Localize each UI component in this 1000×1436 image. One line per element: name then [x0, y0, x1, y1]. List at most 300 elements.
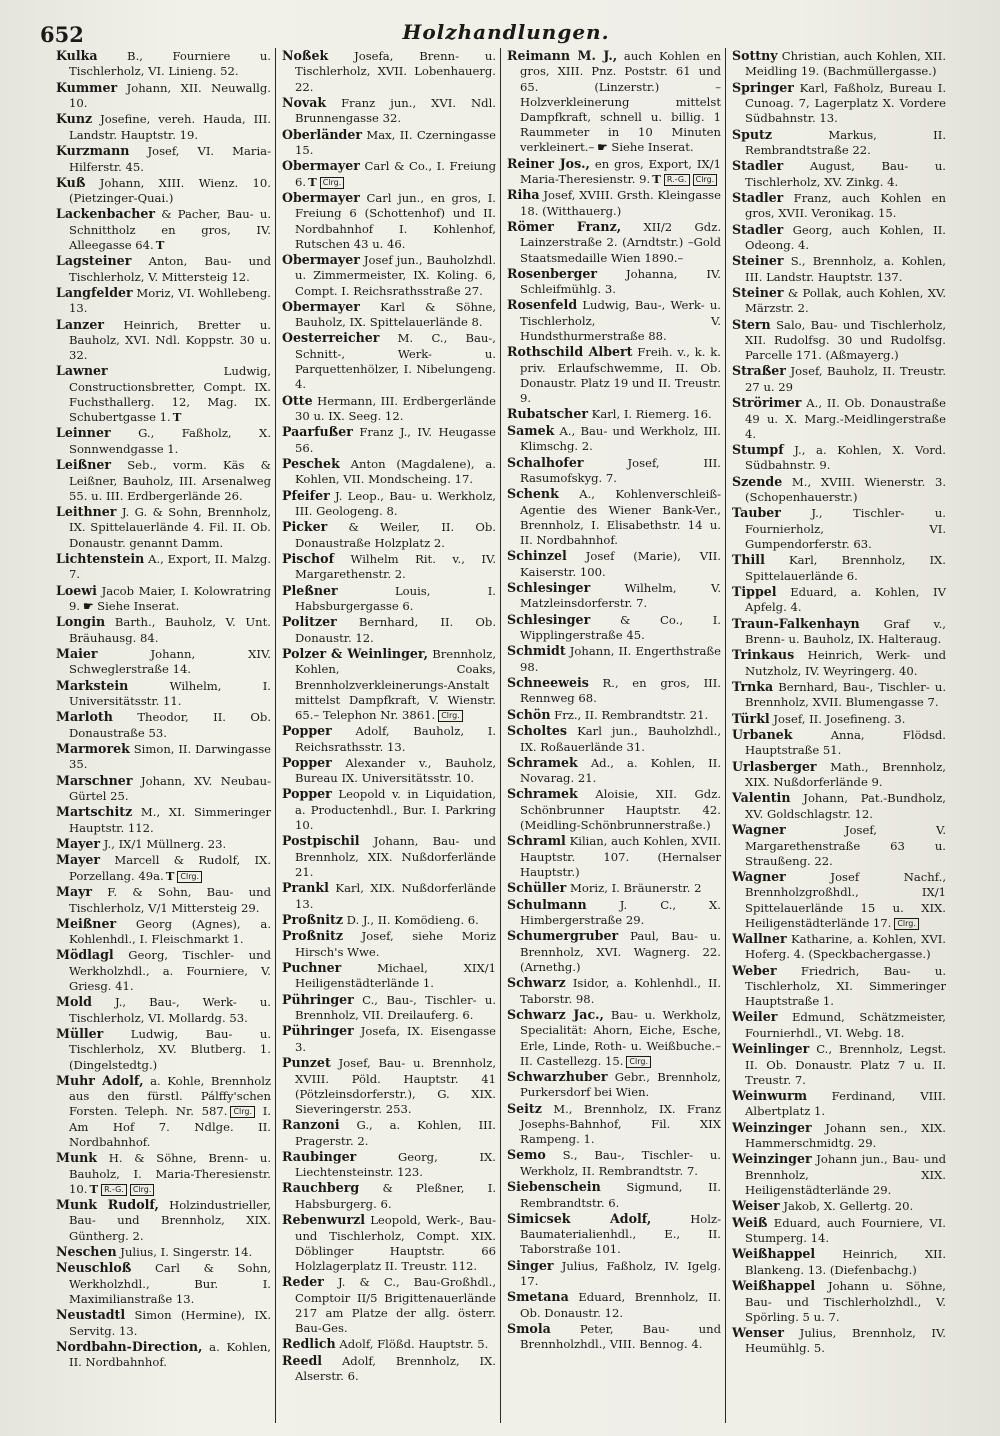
directory-entry [282, 1055, 496, 1117]
entry-details: Friedrich, Bau- u. Tischlerholz, XI. Simmeringer Hauptstraße 1. [745, 963, 947, 1009]
directory-entry [56, 947, 271, 994]
entry-name: Kunz [56, 111, 93, 127]
column-3 [500, 48, 725, 1423]
entry-name: Puchner [282, 960, 342, 975]
entry-details: M., Brennholz, IX. Franz Josephs-Bahnhof, Fil. XIX Rampeng. 1. [520, 1101, 721, 1147]
entry-details: Bernhard, II. Ob. Donaustr. 12. [295, 615, 497, 645]
entry-details: Alexander v., Bauholz, Bureau IX. Universitätsstr. 10. [295, 755, 497, 786]
entry-name: Peschek [282, 455, 340, 471]
directory-entry [56, 175, 271, 207]
entry-details: Ludwig, Bau-, Werk- u. Tischlerholz, V. Hundsthurmerstraße 88. [520, 298, 721, 344]
directory-entry [732, 616, 946, 648]
entry-name: Weiler [732, 1009, 778, 1025]
entry-details: Carl & Co., I. Freiung 6. [295, 159, 497, 189]
entry-name: Picker [282, 519, 328, 535]
entry-details: Moriz, VI. Wohllebeng. 13. [69, 285, 271, 316]
entry-name: Steiner [732, 284, 784, 300]
entry-details: Josef (Marie), VII. Kaiserstr. 100. [520, 549, 721, 579]
directory-entry [56, 884, 271, 916]
entry-name: Lichtenstein [56, 550, 145, 566]
entry-details: G., a. Kohlen, III. Pragerstr. 2. [295, 1118, 496, 1148]
entry-details: Josef, II. Josefineng. 3. [773, 711, 906, 726]
directory-entry [56, 1339, 271, 1371]
directory-entry [732, 285, 946, 317]
entry-details: Franz, auch Kohlen en gros, XVII. Veronikag. 15. [745, 190, 946, 221]
entry-name: Szende [732, 473, 783, 489]
entry-details: Heinrich, XII. Blankeng. 13. (Diefenbachg.) [745, 1247, 947, 1277]
directory-entry [507, 1321, 721, 1353]
directory-entry [56, 1260, 271, 1307]
entry-details: Freih. v., k. k. priv. Erlaufschwemme, II. Ob. Donaustr. Platz 19 und II. Treustr. 9. [520, 345, 721, 406]
entry-details: Johann, XIII. Wienz. 10. (Pietzinger-Quai.) [69, 175, 271, 206]
entry-name: Punzet [282, 1055, 331, 1071]
entry-name: Oberländer [282, 126, 362, 142]
entry-name: Politzer [282, 614, 337, 630]
directory-entry [56, 1197, 271, 1244]
entry-details: a. Kohle, Brennholz aus den fürstl. Pálffy'schen Forsten. Teleph. Nr. 587. [69, 1073, 272, 1119]
directory-entry [507, 612, 721, 644]
entry-details: A., Export, II. Malzg. 7. [69, 551, 272, 582]
entry-name: Simicsek Adolf, [507, 1210, 652, 1226]
entry-details: Moriz, I. Bräunerstr. 2 [569, 881, 702, 896]
entry-name: Kuß [56, 174, 86, 190]
directory-columns [50, 48, 980, 1423]
entry-details: a. Kohlen, II. Nordbahnhof. [69, 1339, 271, 1370]
entry-details: R., en gros, III. Rennweg 68. [520, 675, 721, 706]
entry-details: Heinrich, Bretter u. Bauholz, XVI. Ndl. Koppstr. 30 u. 32. [69, 317, 271, 363]
directory-entry [56, 1073, 271, 1150]
entry-details: Julius, Faßholz, IV. Igelg. 17. [520, 1258, 722, 1289]
directory-entry [282, 1353, 496, 1385]
entry-details: C., Bau-, Tischler- u. Brennholz, VII. Dreilauferg. 6. [295, 992, 497, 1023]
telephone-icon: T [172, 410, 182, 425]
entry-details: Wilhelm, V. Matzleinsdorferstr. 7. [520, 580, 722, 611]
entry-name: Popper [282, 754, 332, 770]
entry-name: Munk [56, 1150, 97, 1166]
entry-details: Carl & Sohn, Werkholzhdl., Bur. I. Maximilianstraße 13. [69, 1261, 272, 1306]
entry-details: Holzindustrieller, Bau- und Brennholz, XIX. Güntherg. 2. [69, 1197, 271, 1243]
entry-details: Louis, I. Habsburgergasse 6. [295, 583, 496, 614]
entry-name: Schraml [507, 833, 566, 849]
entry-details: Johann, Bau- und Brennholz, XIX. Nußdorferlände 21. [295, 834, 497, 879]
entry-details: Eduard, auch Fourniere, VI. Stumperg. 14. [745, 1215, 946, 1246]
column-4 [725, 48, 950, 1423]
entry-details: Aloisie, XII. Gdz. Schönbrunner Hauptstr. 42. (Meidling-Schönbrunnerstraße.) [520, 787, 722, 833]
directory-entry [732, 1041, 946, 1088]
directory-entry [282, 614, 496, 646]
directory-entry [732, 48, 946, 80]
directory-entry [282, 755, 496, 787]
entry-details: Katharine, a. Kohlen, XVI. Hoferg. 4. (Speckbachergasse.) [745, 931, 946, 962]
directory-entry [507, 755, 721, 787]
entry-details: Adolf, Bauholz, I. Reichsrathsstr. 13. [295, 724, 497, 754]
entry-name: Weiser [732, 1198, 780, 1214]
entry-name: Lanzer [56, 316, 104, 332]
directory-entry [282, 1149, 496, 1181]
entry-details: Adolf, Brennholz, IX. Alserstr. 6. [295, 1353, 496, 1384]
entry-details: Josef, XVIII. Grsth. Kleingasse 18. (Witthauerg.) [520, 188, 721, 218]
entry-name: Wallner [732, 930, 787, 946]
entry-name: Schinzel [507, 548, 567, 564]
directory-entry [507, 219, 721, 266]
entry-name: Kummer [56, 79, 118, 95]
directory-entry [282, 190, 496, 252]
entry-details: Paul, Bau- u. Brennholz, XVI. Wagnerg. 22. (Arnethg.) [520, 929, 721, 974]
page-header [40, 16, 972, 50]
entry-name: Ranzoni [282, 1117, 340, 1133]
entry-name: Riha [507, 187, 540, 203]
entry-name: Reiner Jos., [507, 155, 590, 171]
entry-name: Tauber [732, 505, 781, 521]
entry-name: Popper [282, 786, 332, 802]
entry-details: Adolf, Flößd. Hauptstr. 5. [339, 1337, 489, 1352]
directory-entry [507, 1289, 721, 1321]
telephone-icon: T [165, 868, 175, 883]
directory-entry [507, 880, 721, 896]
entry-name: Weiß [732, 1214, 768, 1230]
column-2 [275, 48, 500, 1423]
entry-details: Johann, XII. Neuwallg. 10. [69, 80, 271, 111]
entry-name: Obermayer [282, 158, 360, 174]
entry-name: Obermayer [282, 189, 360, 205]
entry-details: Isidor, a. Kohlenhdl., II. Taborstr. 98. [520, 976, 722, 1006]
directory-entry [507, 1179, 721, 1211]
entry-details: & Weiler, II. Ob. Donaustraße Holzplatz 2. [295, 520, 496, 550]
entry-name: Redlich [282, 1336, 336, 1352]
directory-entry [282, 723, 496, 755]
entry-name: Schüller [507, 880, 567, 896]
see-advert-note: Siehe Inserat. [97, 599, 180, 614]
entry-name: Thill [732, 552, 765, 568]
directory-entry [732, 80, 946, 127]
entry-name: Martschitz [56, 804, 133, 820]
entry-name: Rosenfeld [507, 297, 578, 313]
directory-entry [282, 928, 496, 960]
entry-name: Marmorek [56, 740, 130, 756]
directory-entry [56, 994, 271, 1026]
entry-details: Georg, IX. Liechtensteinstr. 123. [295, 1149, 496, 1180]
entry-name: Schumergruber [507, 928, 619, 944]
entry-details: Johann sen., XIX. Hammerschmidtg. 29. [745, 1120, 946, 1151]
entry-name: Proßnitz [282, 928, 343, 944]
entry-name: Stadler [732, 158, 784, 174]
entry-details: F. & Sohn, Bau- und Tischlerholz, V/1 Mittersteig 29. [69, 885, 272, 915]
entry-details: Leopold, Werk-, Bau- und Tischlerholz, Compt. XIX. Döblinger Hauptstr. 66 Holzlagerplatz II. Treustr. 112. [295, 1213, 496, 1273]
directory-entry [732, 1088, 946, 1120]
entry-name: Rothschild Albert [507, 344, 633, 360]
directory-entry [56, 852, 271, 884]
entry-details: M., XI. Simmeringer Hauptstr. 112. [69, 805, 271, 835]
entry-details: Bernhard, Bau-, Tischler- u. Brennholz, XVII. Blumengasse 7. [745, 679, 946, 710]
entry-name: Noßek [282, 48, 329, 63]
entry-name: Schwarzhuber [507, 1068, 608, 1084]
directory-entry [282, 960, 496, 992]
entry-name: Traun-Falkenhayn [732, 615, 860, 631]
directory-entry [507, 707, 721, 723]
telephone-icon: T [155, 238, 165, 253]
entry-details: J. Leop., Bau- u. Werkholz, III. Geologeng. 8. [295, 488, 496, 518]
entry-details: Johann, XV. Neubau-Gürtel 25. [69, 773, 271, 804]
directory-entry [732, 790, 946, 822]
directory-entry [56, 1244, 271, 1260]
directory-entry [732, 759, 946, 791]
directory-entry [507, 975, 721, 1007]
entry-details: C., Brennholz, Legst. II. Ob. Donaustr. Platz 7 u. II. Treustr. 7. [745, 1042, 947, 1087]
entry-name: Mayr [56, 884, 93, 900]
entry-details: Josef, V. Margarethenstraße 63 u. Straußeng. 22. [745, 823, 947, 868]
pointing-hand-icon: ☛ [83, 599, 94, 614]
entry-name: Schalhofer [507, 454, 584, 470]
directory-entry [56, 1026, 271, 1073]
entry-details: Ludwig, Bau- u. Tischlerholz, XV. Blutberg. 1. (Dingelstedtg.) [69, 1026, 272, 1072]
entry-details: Karl, Brennholz, IX. Spittelauerlände 6. [745, 553, 946, 583]
entry-details: Julius, I. Singerstr. 14. [120, 1244, 253, 1259]
entry-details: Karl, I. Riemerg. 16. [591, 407, 712, 422]
entry-name: Mödlagl [56, 947, 114, 963]
entry-name: Pfeifer [282, 487, 330, 503]
directory-entry [507, 1101, 721, 1148]
entry-details: Josef, siehe Moriz Hirsch's Wwe. [295, 929, 496, 959]
directory-entry [507, 48, 721, 156]
see-advert-note: Siehe Inserat. [611, 140, 694, 155]
directory-entry [507, 1211, 721, 1258]
entry-name: Semo [507, 1147, 546, 1163]
entry-name: Schramek [507, 786, 578, 802]
entry-name: Munk Rudolf, [56, 1196, 159, 1212]
telephone-icon: T [652, 172, 661, 187]
directory-entry [732, 1120, 946, 1152]
directory-entry [507, 344, 721, 406]
directory-entry [282, 393, 496, 425]
entry-details: S., Brennholz, a. Kohlen, III. Landstr. Hauptstr. 137. [745, 254, 946, 284]
entry-name: Marloth [56, 709, 113, 725]
directory-entry [282, 833, 496, 880]
entry-name: Springer [732, 79, 794, 95]
entry-details: Johann, Pat.-Bundholz, XV. Goldschlagstr. 12. [745, 791, 946, 821]
entry-details: Math., Brennholz, XIX. Nußdorferlände 9. [745, 759, 946, 790]
entry-details: Johann, XIV. Schweglerstraße 14. [69, 646, 271, 677]
entry-name: Schön [507, 706, 551, 722]
entry-details: S., Bau-, Tischler- u. Werkholz, II. Rembrandtstr. 7. [520, 1148, 721, 1178]
entry-name: Marschner [56, 772, 133, 788]
entry-name: Weinwurm [732, 1087, 808, 1103]
entry-name: Weinzinger [732, 1119, 812, 1135]
directory-entry [56, 678, 271, 710]
entry-name: Schlesinger [507, 579, 591, 595]
entry-name: Mayer [56, 852, 101, 868]
entry-details: J., IX/1 Müllnerg. 23. [103, 836, 227, 851]
directory-entry [56, 614, 271, 646]
entry-details: Edmund, Schätzmeister, Fournierhdl., VI. Webg. 18. [745, 1010, 946, 1040]
entry-details: Bau- u. Werkholz, Specialität: Ahorn, Eiche, Esche, Erle, Linde, Roth- u. Weißbuche.– II. Castellezg. 15. [520, 1007, 721, 1068]
entry-details: Gebr., Brennholz, Purkersdorf bei Wien. [520, 1069, 721, 1100]
entry-name: Wenser [732, 1324, 785, 1340]
entry-details: Peter, Bau- und Brennholzhdl., VIII. Bennog. 4. [520, 1321, 721, 1352]
entry-details: Georg, Tischler- und Werkholzhdl., a. Fourniere, V. Griesg. 41. [69, 948, 271, 994]
directory-entry [282, 252, 496, 299]
directory-entry [732, 963, 946, 1010]
entry-details: & Pacher, Bau- u. Schnittholz en gros, IV. Alleegasse 64. [69, 207, 272, 253]
directory-entry [732, 931, 946, 963]
entry-name: Wagner [732, 822, 786, 838]
clearing-badge: Clrg. [130, 1184, 155, 1196]
entry-name: Straßer [732, 363, 786, 379]
clearing-badge: Clrg. [693, 174, 718, 186]
entry-name: Schramek [507, 754, 578, 770]
entry-details: XII/2 Gdz. Lainzerstraße 2. (Arndtstr.) –Gold Staatsmedaille Wien 1890.– [520, 219, 721, 265]
entry-name: Nordbahn-Direction, [56, 1338, 203, 1354]
directory-entry [56, 1307, 271, 1339]
directory-entry [507, 423, 721, 455]
entry-details: Wilhelm Rit. v., IV. Margarethenstr. 2. [295, 551, 497, 582]
entry-name: Schlesinger [507, 611, 591, 627]
entry-name: Singer [507, 1257, 554, 1273]
entry-details: Georg (Agnes), a. Kohlenhdl., I. Fleischmarkt 1. [69, 916, 271, 947]
entry-name: Meißner [56, 915, 117, 931]
entry-name: Müller [56, 1025, 104, 1041]
entry-details-continued: I. Am Hof 7. Ndlge. II. Nordbahnhof. [69, 1104, 272, 1149]
entry-details: M. C., Bau-, Schnitt-, Werk- u. Parquettenhölzer, I. Nibelungeng. 4. [295, 331, 496, 392]
page-title: Holzhandlungen. [402, 20, 610, 44]
directory-entry [56, 916, 271, 948]
entry-details: Julius, Brennholz, IV. Heumühlg. 5. [745, 1325, 946, 1356]
directory-entry [732, 1198, 946, 1214]
entry-name: Smetana [507, 1289, 569, 1305]
entry-details: Simon (Hermine), IX. Servitg. 13. [69, 1308, 272, 1338]
entry-details: Christian, auch Kohlen, XII. Meidling 19. (Bachmüllergasse.) [745, 49, 947, 79]
entry-details: en gros, Export, IX/1 Maria-Theresienstr. 9. [520, 156, 722, 187]
directory-entry [507, 1069, 721, 1101]
directory-entry [507, 833, 721, 880]
clearing-badge: Clrg. [177, 871, 202, 883]
directory-entry [507, 928, 721, 975]
entry-name: Kurzmann [56, 143, 130, 159]
entry-details: Karl jun., Bauholzhdl., IX. Roßauerlände 31. [520, 724, 721, 754]
entry-details: Brennholz, Kohlen, Coaks, Brennholzverkleinerungs-Anstalt mittelst Dampfkraft, V. Wienstr. 65.– Telephon Nr. 3861. [295, 646, 497, 722]
directory-entry [507, 723, 721, 755]
entry-name: Weber [732, 962, 777, 978]
entry-name: Leißner [56, 457, 112, 473]
directory-entry [732, 158, 946, 190]
clearing-badge: R.-G. [101, 1184, 127, 1196]
directory-entry [507, 187, 721, 219]
directory-entry [507, 643, 721, 675]
directory-entry [56, 206, 271, 253]
entry-name: Postpischil [282, 833, 360, 849]
directory-entry [507, 580, 721, 612]
directory-entry [507, 1258, 721, 1290]
directory-entry [732, 1278, 946, 1325]
entry-name: Reder [282, 1274, 324, 1290]
directory-entry [507, 897, 721, 929]
entry-name: Türkl [732, 710, 770, 726]
directory-entry [282, 127, 496, 159]
directory-entry [282, 646, 496, 723]
pointing-hand-icon: ☛ [597, 140, 608, 155]
entry-name: Stern [732, 316, 771, 332]
directory-entry [732, 505, 946, 552]
entry-details: J., Bau-, Werk- u. Tischlerholz, VI. Mollardg. 53. [69, 995, 271, 1025]
entry-details: Carl jun., en gros, I. Freiung 6 (Schottenhof) und II. Nordbahnhof I. Kohlenhof, Rutschen 43 u. 46. [295, 190, 496, 251]
entry-name: Pühringer [282, 991, 354, 1007]
entry-details: auch Kohlen en gros, XIII. Pnz. Poststr. 61 und 65. (Linzerstr.) –Holzverkleinerung mittelst Dampfkraft, schnell u. billig. 1 Raummeter in 10 Minuten verkleinert.– [520, 49, 722, 155]
directory-entry [56, 741, 271, 773]
entry-name: Neschen [56, 1243, 117, 1259]
directory-entry [732, 442, 946, 474]
entry-name: Muhr Adolf, [56, 1072, 144, 1088]
entry-details: D. J., II. Komödieng. 6. [346, 912, 479, 927]
directory-entry [56, 504, 271, 551]
entry-details: Josef jun., Bauholzhdl. u. Zimmermeister, IX. Koling. 6, Compt. I. Reichsrathsstraße 27. [295, 252, 496, 298]
directory-entry [732, 822, 946, 869]
directory-entry [282, 1336, 496, 1352]
directory-entry [282, 299, 496, 331]
entry-details: Barth., Bauholz, V. Unt. Bräuhausg. 84. [69, 615, 271, 645]
directory-entry [56, 143, 271, 175]
entry-details: Graf v., Brenn- u. Bauholz, IX. Halteraug. [745, 616, 946, 646]
entry-details: Karl, Faßholz, Bureau I. Cunoag. 7, Lagerplatz X. Vordere Südbahnstr. 13. [745, 80, 946, 126]
directory-entry [732, 647, 946, 679]
entry-details: Ludwig, Constructionsbretter, Compt. IX. Fuchsthallerg. 12, Mag. IX. Schubertgasse 1. [69, 364, 271, 425]
entry-details: Frz., II. Rembrandtstr. 21. [554, 707, 709, 722]
entry-name: Novak [282, 94, 327, 110]
entry-name: Reedl [282, 1352, 323, 1368]
directory-entry [56, 48, 271, 80]
entry-details: Anton (Magdalene), a. Kohlen, VII. Mondscheing. 17. [295, 456, 496, 487]
entry-details: M., XVIII. Wienerstr. 3. (Schopenhauerstr.) [745, 474, 947, 505]
entry-name: Pischof [282, 550, 334, 566]
entry-details: Josefa, IX. Eisengasse 3. [295, 1024, 496, 1054]
directory-entry [56, 80, 271, 112]
entry-details: A., Bau- und Werkholz, III. Klimschg. 2. [520, 423, 721, 454]
clearing-badge: Clrg. [230, 1106, 255, 1118]
entry-name: Siebenschein [507, 1179, 601, 1195]
entry-name: Sputz [732, 126, 773, 142]
page-number: 652 [40, 22, 84, 47]
entry-details: Sigmund, II. Rembrandtstr. 6. [520, 1180, 721, 1210]
directory-entry [282, 1180, 496, 1212]
entry-name: Oesterreicher [282, 330, 380, 346]
entry-name: Rebenwurzl [282, 1212, 366, 1228]
directory-entry [56, 583, 271, 615]
directory-entry [732, 395, 946, 442]
directory-entry [507, 1007, 721, 1069]
entry-details: Heinrich, Werk- und Nutzholz, IV. Weyringerg. 40. [745, 648, 946, 678]
directory-entry [732, 869, 946, 931]
entry-name: Longin [56, 614, 106, 630]
entry-name: Weinlinger [732, 1041, 810, 1057]
entry-details: Josef, Bau- u. Brennholz, XVIII. Pöld. Hauptstr. 41 (Pötzleinsdorferstr.), G. XIX. Sieveringerstr. 253. [295, 1056, 496, 1116]
entry-name: Schenk [507, 486, 559, 502]
directory-entry [282, 880, 496, 912]
directory-entry [507, 486, 721, 548]
directory-entry [732, 1151, 946, 1198]
entry-name: Trnka [732, 678, 774, 694]
entry-name: Leinner [56, 425, 111, 441]
entry-details: Ferdinand, VIII. Albertplatz 1. [745, 1088, 946, 1119]
clearing-badge: R.-G. [664, 174, 690, 186]
entry-details: Hermann, III. Erdbergerlände 30 u. IX. Seeg. 12. [295, 393, 497, 423]
entry-name: Trinkaus [732, 647, 795, 663]
entry-details: Georg, auch Kohlen, II. Odeong. 4. [745, 222, 946, 253]
entry-details: Kilian, auch Kohlen, XVII. Hauptstr. 107. (Hernalser Hauptstr.) [520, 834, 721, 879]
entry-details: Josef, III. Rasumofskyg. 7. [520, 455, 721, 486]
entry-name: Leithner [56, 504, 117, 519]
directory-entry [282, 330, 496, 392]
entry-details: August, Bau- u. Tischlerholz, XV. Zinkg. 4. [745, 159, 946, 189]
entry-name: Maier [56, 645, 98, 661]
directory-entry [282, 48, 496, 95]
